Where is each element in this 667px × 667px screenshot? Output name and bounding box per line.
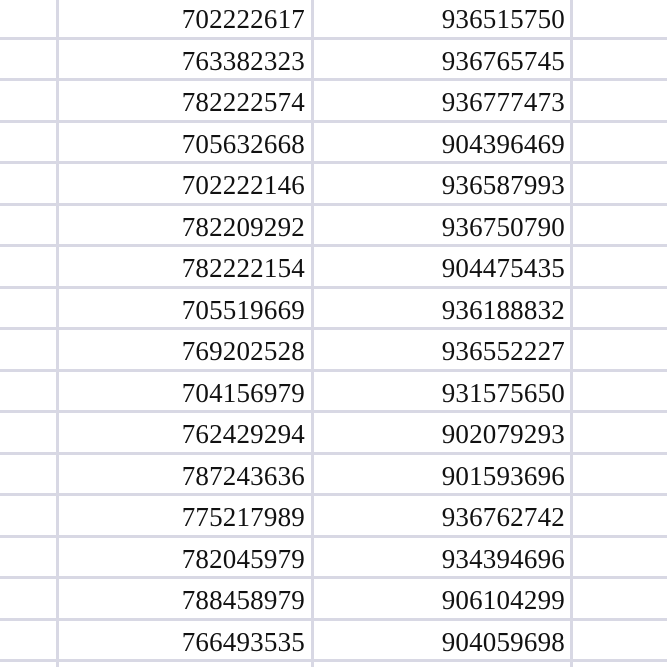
table-cell-col2[interactable]: 936765745 [441, 45, 565, 76]
table-cell-col2[interactable]: 904475435 [441, 253, 565, 283]
table-cell-col1[interactable]: 762429294 [181, 419, 305, 449]
table-row [0, 330, 667, 372]
table-cell-col1[interactable]: 702222617 [181, 4, 305, 34]
table-row [0, 372, 667, 414]
table-cell-col1[interactable]: 782209292 [181, 211, 305, 242]
table-row [0, 247, 667, 289]
table-cell-col2[interactable]: 931575650 [441, 377, 565, 408]
table-cell-col2[interactable]: 934394696 [441, 543, 565, 574]
table-cell-col2[interactable]: 901593696 [441, 460, 565, 491]
table-cell-col2[interactable]: 902079293 [441, 419, 565, 449]
table-cell-col2[interactable]: 936188832 [441, 294, 565, 325]
table-cell-col1[interactable]: 704156979 [181, 377, 305, 408]
table-row [0, 164, 667, 206]
table-cell-col1[interactable]: 702222146 [181, 170, 305, 200]
table-row [0, 621, 667, 663]
table-cell-col1[interactable]: 782222154 [181, 253, 305, 283]
table-cell-col1[interactable]: 766493535 [181, 626, 305, 657]
table-row [0, 81, 667, 123]
table-cell-col1[interactable]: 705632668 [181, 128, 305, 159]
table-cell-col2[interactable]: 904396469 [441, 128, 565, 159]
table-cell-col1[interactable]: 769202528 [181, 336, 305, 366]
table-cell-col1[interactable]: 705519669 [181, 294, 305, 325]
table-cell-col1[interactable]: 775217989 [181, 502, 305, 532]
table-row [0, 123, 667, 165]
table-cell-col2[interactable]: 936587993 [441, 170, 565, 200]
table-row [0, 40, 667, 82]
table-row [0, 455, 667, 497]
table-cell-col1[interactable]: 782045979 [181, 543, 305, 574]
table-cell-col1[interactable]: 782222574 [181, 87, 305, 117]
table-cell-col2[interactable]: 936777473 [441, 87, 565, 117]
table-cell-col2[interactable]: 936762742 [441, 502, 565, 532]
table-cell-col1[interactable]: 787243636 [181, 460, 305, 491]
table-cell-col2[interactable]: 936515750 [441, 4, 565, 34]
table-cell-col2[interactable]: 936750790 [441, 211, 565, 242]
table-cell-col2[interactable]: 936552227 [441, 336, 565, 366]
table-cell-col2[interactable]: 904059698 [441, 626, 565, 657]
table-row [0, 413, 667, 455]
table-row [0, 496, 667, 538]
table-row [0, 289, 667, 331]
table-cell-col1[interactable]: 763382323 [181, 45, 305, 76]
table-cell-col1[interactable]: 788458979 [181, 585, 305, 615]
table-row [0, 538, 667, 580]
table-row [0, 206, 667, 248]
table-cell-col2[interactable]: 906104299 [441, 585, 565, 615]
table-row [0, 579, 667, 621]
table-row [0, 0, 667, 40]
